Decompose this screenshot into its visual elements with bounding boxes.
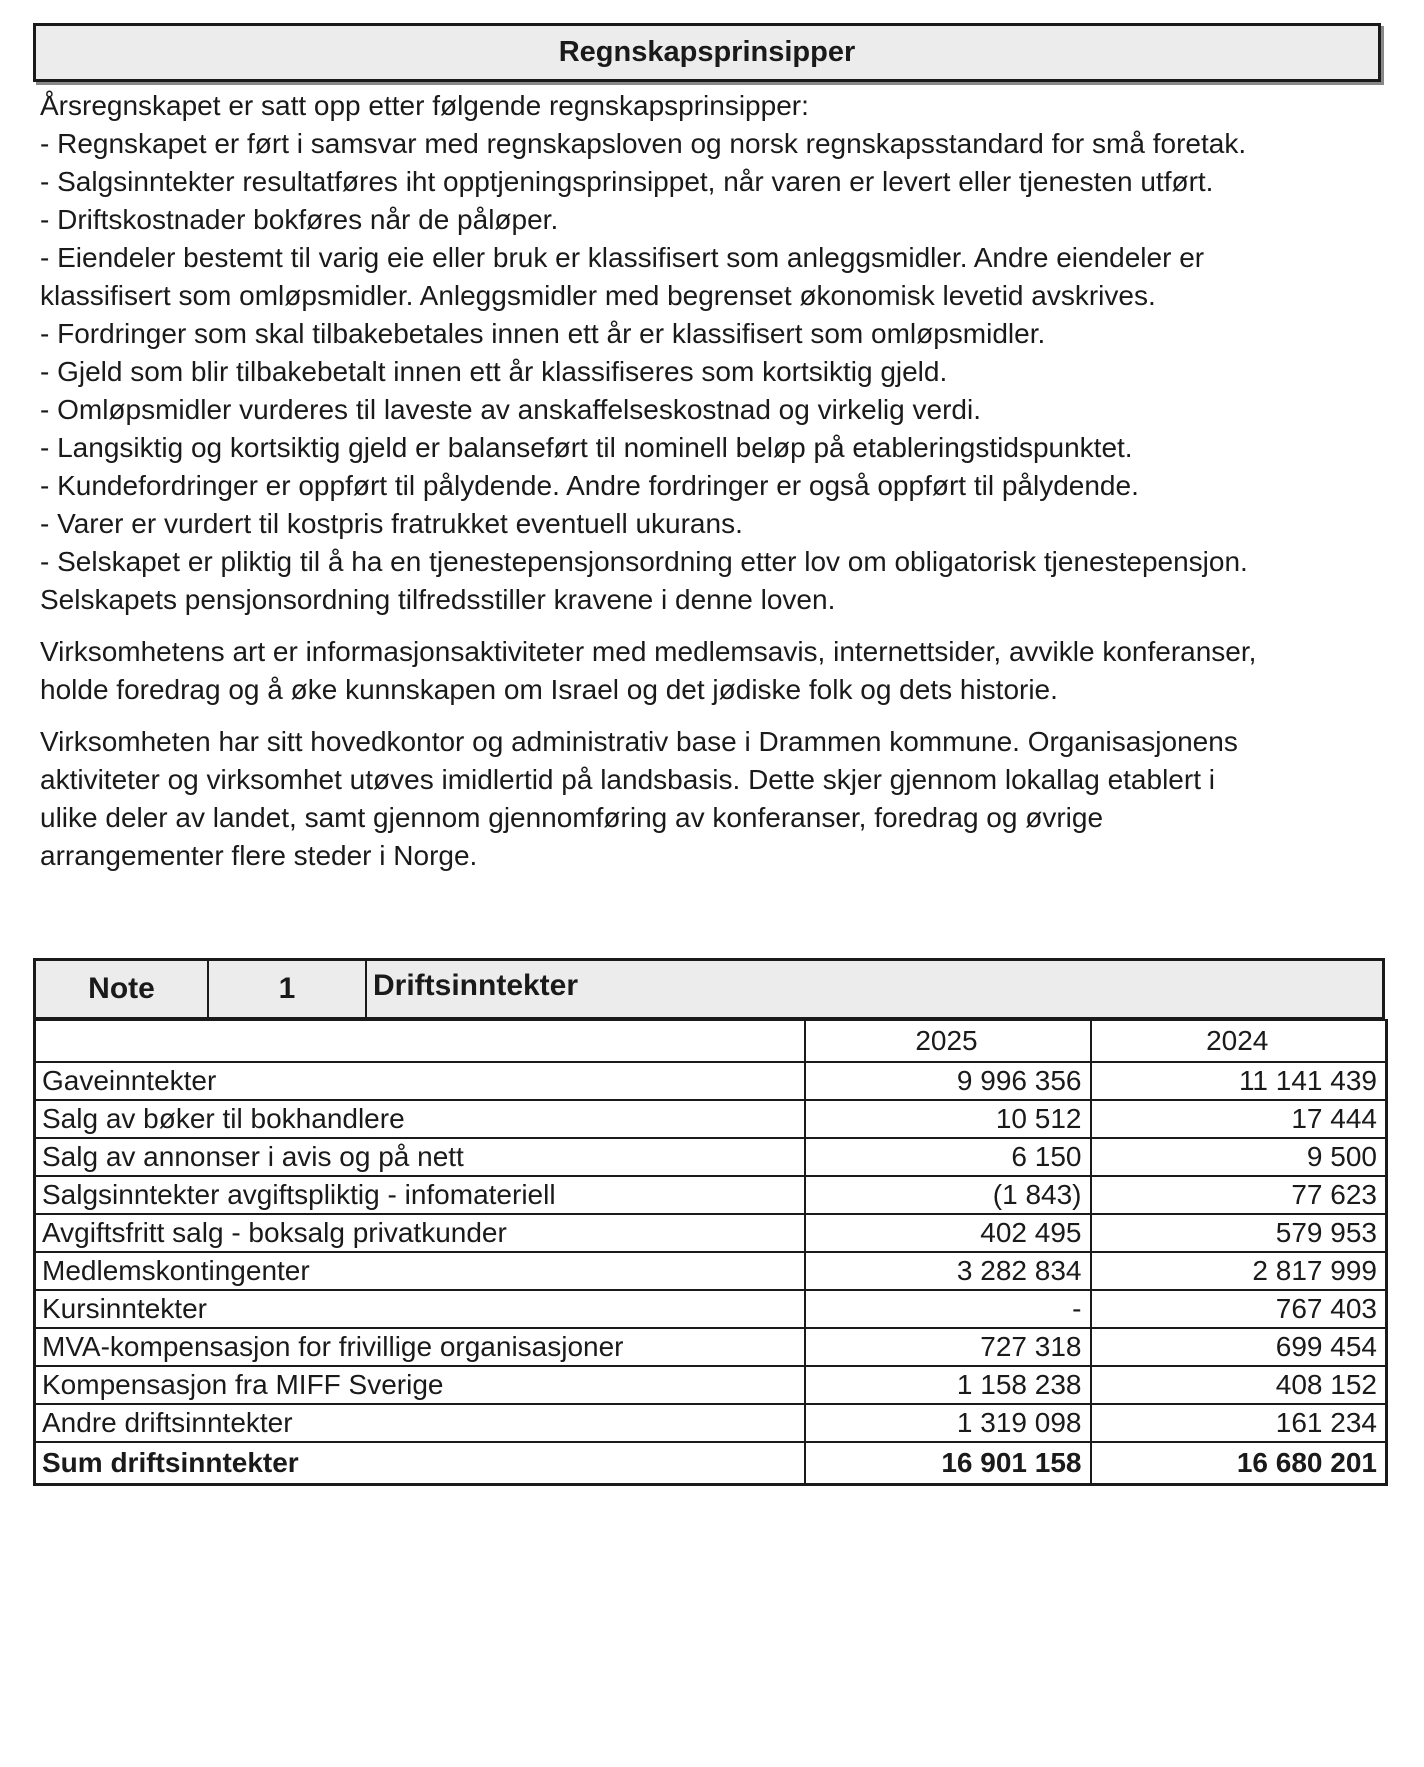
location-paragraph-line: ulike deler av landet, samt gjennom gjennomføring av konferanser, foredrag og øvrige [40,802,1104,833]
note-title: Driftsinntekter [373,969,579,1002]
value-2025: (1 843) [805,1176,1091,1214]
row-label: Andre driftsinntekter [35,1404,805,1442]
table-row [35,1366,1387,1404]
value-2025: - [805,1290,1091,1328]
row-label: Salgsinntekter avgiftspliktig - infomateriell [35,1176,805,1214]
table-row [35,1100,1387,1138]
section-title: Regnskapsprinsipper [33,23,1381,82]
value-2024: 17 444 [1091,1100,1387,1138]
location-paragraph-line: aktiviteter og virksomhet utøves imidlertid på landsbasis. Dette skjer gjennom lokallag etablert i [40,764,1215,795]
principles-intro: Årsregnskapet er satt opp etter følgende regnskapsprinsipper: [40,90,809,121]
value-2025: 9 996 356 [805,1062,1091,1100]
principle-line: Selskapets pensjonsordning tilfredsstiller kravene i denne loven. [40,584,836,615]
principle-line: - Gjeld som blir tilbakebetalt innen ett år klassifiseres som kortsiktig gjeld. [40,356,948,387]
note-header [33,958,1385,1020]
value-2025: 6 150 [805,1138,1091,1176]
value-2024: 767 403 [1091,1290,1387,1328]
principle-line: - Langsiktig og kortsiktig gjeld er balanseført til nominell beløp på etableringstidspunktet. [40,432,1133,463]
principle-line: - Varer er vurdert til kostpris fratrukket eventuell ukurans. [40,508,743,539]
value-2024: 11 141 439 [1091,1062,1387,1100]
row-label: Salg av bøker til bokhandlere [35,1100,805,1138]
table-row [35,1062,1387,1100]
principle-line: - Kundefordringer er oppført til pålydende. Andre fordringer er også oppført til pålydende. [40,470,1139,501]
value-2024: 77 623 [1091,1176,1387,1214]
value-2024: 699 454 [1091,1328,1387,1366]
table-row [35,1138,1387,1176]
value-2024: 2 817 999 [1091,1252,1387,1290]
total-row [35,1442,1387,1484]
location-paragraph-line: arrangementer flere steder i Norge. [40,840,478,871]
value-2024: 579 953 [1091,1214,1387,1252]
table-row [35,1214,1387,1252]
table-row [35,1404,1387,1442]
table-row [35,1328,1387,1366]
spacer [40,619,1390,633]
principle-line: - Driftskostnader bokføres når de påløper. [40,204,559,235]
principle-line: - Eiendeler bestemt til varig eie eller bruk er klassifisert som anleggsmidler. Andre eiendeler er [40,242,1205,273]
activity-paragraph-line: holde foredrag og å øke kunnskapen om Israel og det jødiske folk og dets historie. [40,674,1058,705]
row-label: Avgiftsfritt salg - boksalg privatkunder [35,1214,805,1252]
note-label: Note [36,961,209,1017]
row-label: Kompensasjon fra MIFF Sverige [35,1366,805,1404]
year-header-2025: 2025 [805,1020,1091,1062]
note-number: 1 [209,961,367,1017]
value-2024: 9 500 [1091,1138,1387,1176]
value-2025: 10 512 [805,1100,1091,1138]
value-2025: 1 158 238 [805,1366,1091,1404]
principle-line: - Omløpsmidler vurderes til laveste av anskaffelseskostnad og virkelig verdi. [40,394,981,425]
row-label: Kursinntekter [35,1290,805,1328]
principle-line: - Fordringer som skal tilbakebetales innen ett år er klassifisert som omløpsmidler. [40,318,1046,349]
total-2025: 16 901 158 [805,1442,1091,1484]
principle-line: - Salgsinntekter resultatføres iht opptjeningsprinsippet, når varen er levert eller tjenesten utført. [40,166,1214,197]
table-row [35,1290,1387,1328]
table-row [35,1252,1387,1290]
principle-line: klassifisert som omløpsmidler. Anleggsmidler med begrenset økonomisk levetid avskrives. [40,280,1156,311]
spacer [40,709,1390,723]
value-2025: 3 282 834 [805,1252,1091,1290]
activity-paragraph-line: Virksomhetens art er informasjonsaktiviteter med medlemsavis, internettsider, avvikle konferanser, [40,636,1257,667]
value-2024: 161 234 [1091,1404,1387,1442]
table-header-row [35,1020,1387,1062]
total-label: Sum driftsinntekter [35,1442,805,1484]
value-2025: 1 319 098 [805,1404,1091,1442]
principles-text [40,87,1390,875]
header-blank-cell [35,1020,805,1062]
location-paragraph-line: Virksomheten har sitt hovedkontor og administrativ base i Drammen kommune. Organisasjonens [40,726,1238,757]
value-2025: 727 318 [805,1328,1091,1366]
principle-line: - Selskapet er pliktig til å ha en tjenestepensjonsordning etter lov om obligatorisk tjenestepensjon. [40,546,1248,577]
revenue-table [33,1019,1388,1486]
total-2024: 16 680 201 [1091,1442,1387,1484]
value-2024: 408 152 [1091,1366,1387,1404]
table-row [35,1176,1387,1214]
year-header-2024: 2024 [1091,1020,1387,1062]
row-label: Medlemskontingenter [35,1252,805,1290]
row-label: Salg av annonser i avis og på nett [35,1138,805,1176]
principle-line: - Regnskapet er ført i samsvar med regnskapsloven og norsk regnskapsstandard for små foretak. [40,128,1247,159]
row-label: Gaveinntekter [35,1062,805,1100]
value-2025: 402 495 [805,1214,1091,1252]
row-label: MVA-kompensasjon for frivillige organisasjoner [35,1328,805,1366]
